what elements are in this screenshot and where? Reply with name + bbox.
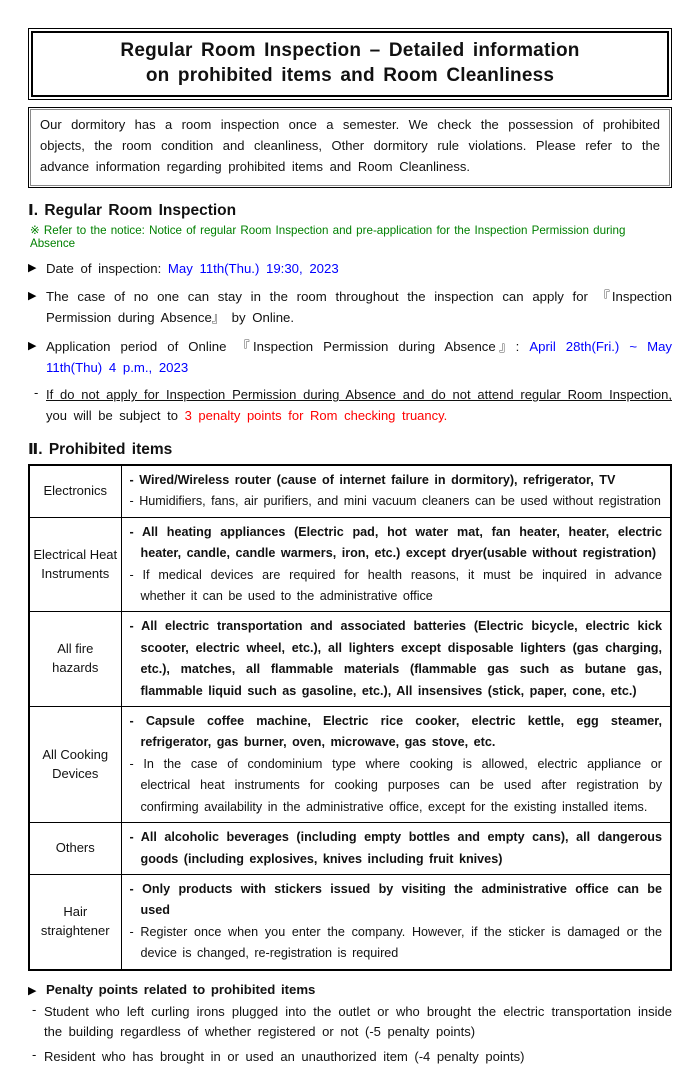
title-box bbox=[28, 28, 672, 100]
description-cell bbox=[121, 612, 671, 707]
table-item: - Only products with stickers issued by visiting the administrative office can be used bbox=[129, 881, 662, 918]
category-cell: Others bbox=[29, 823, 121, 875]
category-cell: Hair straightener bbox=[29, 874, 121, 969]
table-row-others bbox=[29, 823, 671, 875]
table-item: - Register once when you enter the company. However, if the sticker is damaged or the device is changed, re-registration is required bbox=[129, 924, 662, 961]
table-item: - Wired/Wireless router (cause of internet failure in dormitory), refrigerator, TV bbox=[129, 473, 616, 488]
page-title-line2: on prohibited items and Room Cleanliness bbox=[145, 65, 555, 87]
triangle-bullet-icon: ▶ bbox=[28, 984, 37, 997]
description-cell bbox=[121, 465, 671, 517]
page-title-line1: Regular Room Inspection – Detailed information bbox=[120, 40, 580, 61]
intro-box bbox=[28, 107, 672, 187]
description-cell bbox=[121, 823, 671, 875]
section1-heading: Ⅰ. Regular Room Inspection bbox=[28, 201, 237, 219]
triangle-bullet-icon: ▶ bbox=[28, 261, 37, 274]
triangle-bullet-icon: ▶ bbox=[28, 339, 37, 352]
table-item: - All electric transportation and associated batteries (Electric bicycle, electric kick scooter, electric wheel, etc.), all lighters except disposable lighters (gas charging, etc.), matches, all flammable materials (flammable gas such as butane gas, flammable liquid such as gasoline, etc.), All insensives (stick, paper, cone, etc.) bbox=[129, 619, 662, 698]
table-item: - All alcoholic beverages (including empty bottles and empty cans), all dangerous goods (including explosives, knives including fruit knives) bbox=[129, 830, 662, 866]
penalty-section-header bbox=[28, 982, 672, 997]
table-row-fire-hazards bbox=[29, 612, 671, 707]
prohibited-items-table bbox=[28, 464, 672, 971]
absence-permission-text: The case of no one can stay in the room throughout the inspection can apply for 『Inspection Permission during Absence』 by Online. bbox=[46, 288, 672, 326]
section1-reference-note: ※ Refer to the notice: Notice of regular Room Inspection and pre-application for the Inspection Permission during Absence bbox=[30, 223, 626, 250]
table-row-hair-straightener bbox=[29, 874, 671, 969]
category-cell: All Cooking Devices bbox=[29, 707, 121, 823]
table-item: - In the case of condominium type where cooking is allowed, electric appliance or electrical heat instruments for cooking purposes can be used after registration by confirming availability in the administrative office, except for the existing installed items. bbox=[129, 756, 662, 814]
inspection-date-bullet bbox=[28, 258, 672, 279]
table-row-electrical-heat bbox=[29, 517, 671, 612]
dash-bullet-icon: - bbox=[34, 385, 39, 401]
warning-underlined-text: If do not apply for Inspection Permission during Absence and do not attend regular Room Inspection, bbox=[46, 387, 672, 403]
description-cell bbox=[121, 874, 671, 969]
category-cell: Electronics bbox=[29, 465, 121, 517]
table-row-cooking-devices bbox=[29, 707, 671, 823]
triangle-bullet-icon: ▶ bbox=[28, 289, 37, 302]
application-period-bullet bbox=[28, 336, 672, 379]
inspection-date-label: Date of inspection: bbox=[46, 260, 162, 276]
penalty-heading: Penalty points related to prohibited items bbox=[46, 981, 316, 997]
absence-permission-bullet bbox=[28, 286, 672, 329]
application-period-label: Application period of Online 『Inspection Permission during Absence』: bbox=[46, 338, 520, 354]
table-item: - If medical devices are required for health reasons, it must be inquired in advance whether it can be used to the administrative office bbox=[129, 567, 662, 604]
category-cell: Electrical Heat Instruments bbox=[29, 517, 121, 612]
no-show-warning bbox=[34, 385, 672, 427]
section2-heading: Ⅱ. Prohibited items bbox=[28, 441, 173, 459]
application-period-value: April 28th(Fri.) ~ May 11th(Thu) 4 p.m., 2023 bbox=[46, 338, 672, 376]
penalty-item-text: Student who left curling irons plugged into the outlet or who brought the electric transportation inside the building regardless of whether registered or not (-5 penalty points) bbox=[44, 1003, 672, 1039]
warning-penalty-text: 3 penalty points for Rom checking truancy. bbox=[184, 408, 448, 424]
warning-middle-text: you will be subject to bbox=[46, 408, 178, 424]
description-cell bbox=[121, 707, 671, 823]
table-item: - All heating appliances (Electric pad, hot water mat, fan heater, heater, electric heater, candle, candle warmers, iron, etc.) except dryer(usable without registration) bbox=[129, 524, 662, 561]
table-item: - Humidifiers, fans, air purifiers, and mini vacuum cleaners can be used without registration bbox=[129, 494, 661, 509]
table-row-electronics bbox=[29, 465, 671, 517]
table-item: - Capsule coffee machine, Electric rice cooker, electric kettle, egg steamer, refrigerator, gas burner, oven, microwave, gas stove, etc. bbox=[129, 714, 662, 750]
dash-bullet-icon: - bbox=[32, 1046, 37, 1062]
penalty-item-curling-iron bbox=[32, 1002, 672, 1042]
intro-paragraph: Our dormitory has a room inspection once a semester. We check the possession of prohibited objects, the room condition and cleanliness, Other dormitory rule violations. Please refer to the advance information regarding prohibited items and Room Cleanliness. bbox=[40, 117, 660, 174]
penalty-item-text: Resident who has brought in or used an unauthorized item (-4 penalty points) bbox=[44, 1048, 525, 1064]
category-cell: All fire hazards bbox=[29, 612, 121, 707]
penalty-item-unauthorized bbox=[32, 1047, 672, 1067]
dash-bullet-icon: - bbox=[32, 1001, 37, 1017]
description-cell bbox=[121, 517, 671, 612]
inspection-date-value: May 11th(Thu.) 19:30, 2023 bbox=[167, 260, 339, 276]
